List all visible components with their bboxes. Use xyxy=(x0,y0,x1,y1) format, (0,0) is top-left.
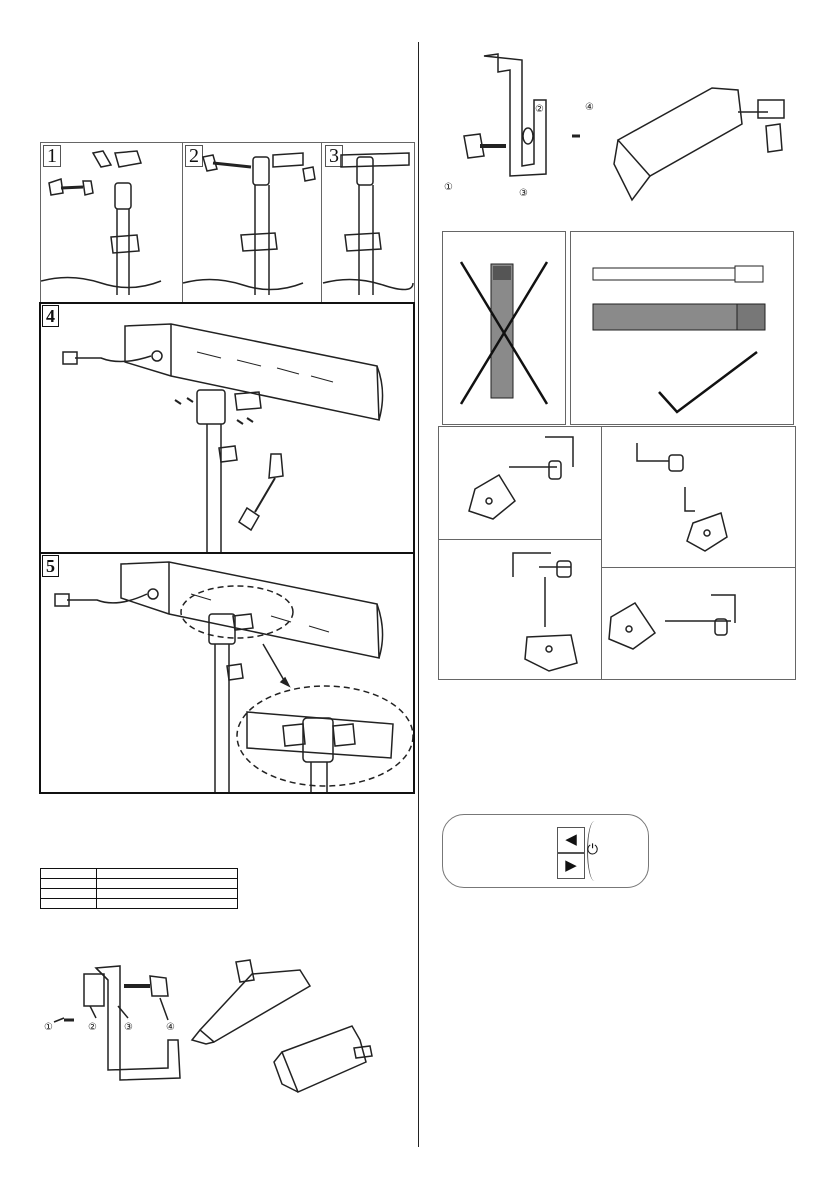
triangle-right-icon[interactable]: ▶ xyxy=(557,853,585,879)
step-number-2: 2 xyxy=(185,145,203,167)
callout-1-bottom: ① xyxy=(44,1022,53,1033)
callout-3-top: ③ xyxy=(519,188,528,199)
callout-4-top: ④ xyxy=(585,102,594,113)
step-number-4: 4 xyxy=(42,305,59,327)
triangle-left-icon[interactable]: ◀ xyxy=(557,827,585,853)
check-mark-icon xyxy=(659,352,757,412)
control-panel xyxy=(442,814,649,888)
callout-1-top: ① xyxy=(444,182,453,193)
tilt-angle-panels xyxy=(438,426,796,680)
incorrect-vertical-orientation xyxy=(442,231,566,425)
step-number-3: 3 xyxy=(325,145,343,167)
step-number-5: 5 xyxy=(42,555,59,577)
callout-2-bottom: ② xyxy=(88,1022,97,1033)
tilt-angle-illustrations xyxy=(439,427,795,679)
callout-4-bottom: ④ xyxy=(166,1022,175,1033)
heater-horizontal-front xyxy=(593,304,737,330)
correct-horizontal-orientation xyxy=(570,231,794,425)
callout-2-top: ② xyxy=(535,104,544,115)
power-icon[interactable]: ⏻ xyxy=(587,841,599,857)
heater-horizontal-top xyxy=(593,268,735,280)
control-buttons xyxy=(557,827,587,879)
step-number-1: 1 xyxy=(43,145,61,167)
callout-3-bottom: ③ xyxy=(124,1022,133,1033)
